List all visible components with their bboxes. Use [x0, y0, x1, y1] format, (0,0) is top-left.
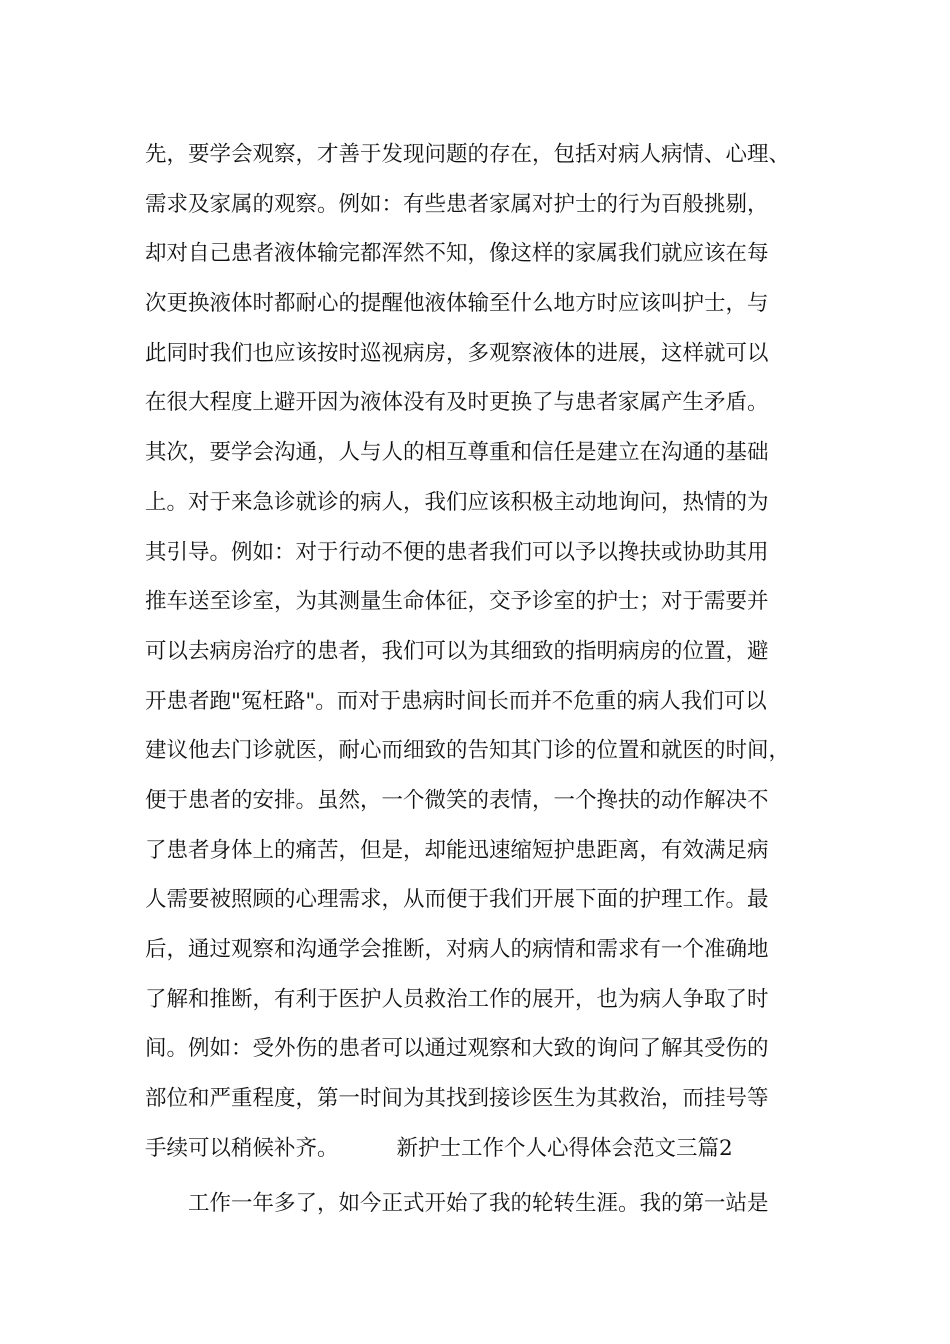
- text-line: 其次，要学会沟通，人与人的相互尊重和信任是建立在沟通的基础: [145, 440, 769, 466]
- text-line: 上。对于来急诊就诊的病人，我们应该积极主动地询问，热情的为: [145, 489, 769, 515]
- final-line: [145, 1124, 825, 1174]
- text-line: 建议他去门诊就医，耐心而细致的告知其门诊的位置和就医的时间，: [145, 738, 791, 764]
- text-line: 了解和推断，有利于医护人员救治工作的展开，也为病人争取了时: [145, 986, 769, 1012]
- text-line: 部位和严重程度，第一时间为其找到接诊医生为其救治，而挂号等: [145, 1086, 769, 1112]
- text-line: 其引导。例如：对于行动不便的患者我们可以予以搀扶或协助其用: [145, 539, 769, 565]
- text-line: 后，通过观察和沟通学会推断，对病人的病情和需求有一个准确地: [145, 937, 769, 962]
- section-heading: 新护士工作个人心得体会范文三篇2: [396, 1135, 733, 1161]
- body-text: [145, 130, 825, 1229]
- text-line: 在很大程度上避开因为液体没有及时更换了与患者家属产生矛盾。: [145, 390, 769, 416]
- text-line: 间。例如：受外伤的患者可以通过观察和大致的询问了解其受伤的: [145, 1036, 769, 1062]
- text-line: 需求及家属的观察。例如：有些患者家属对护士的行为百般挑剔，: [145, 191, 769, 217]
- text-line: 便于患者的安排。虽然，一个微笑的表情，一个搀扶的动作解决不: [145, 787, 769, 813]
- text-line: 可以去病房治疗的患者，我们可以为其细致的指明病房的位置，避: [145, 638, 769, 664]
- text-line: 人需要被照顾的心理需求，从而便于我们开展下面的护理工作。最: [145, 887, 769, 913]
- text-line: 此同时我们也应该按时巡视病房，多观察液体的进展，这样就可以: [145, 340, 769, 366]
- text-line: 了患者身体上的痛苦，但是，却能迅速缩短护患距离，有效满足病: [145, 837, 769, 863]
- text-line: 次更换液体时都耐心的提醒他液体输至什么地方时应该叫护士，与: [145, 291, 769, 317]
- next-paragraph: 工作一年多了，如今正式开始了我的轮转生涯。我的第一站是: [188, 1191, 769, 1217]
- text-line: 先，要学会观察，才善于发现问题的存在，包括对病人病情、心理、: [145, 142, 791, 167]
- final-line-text: 手续可以稍候补齐。: [145, 1135, 339, 1161]
- text-line: 推车送至诊室，为其测量生命体征，交予诊室的护士；对于需要并: [145, 589, 769, 615]
- text-line: 却对自己患者液体输完都浑然不知，像这样的家属我们就应该在每: [145, 241, 769, 267]
- text-line: 开患者跑"冤枉路"。而对于患病时间长而并不危重的病人我们可以: [145, 688, 767, 714]
